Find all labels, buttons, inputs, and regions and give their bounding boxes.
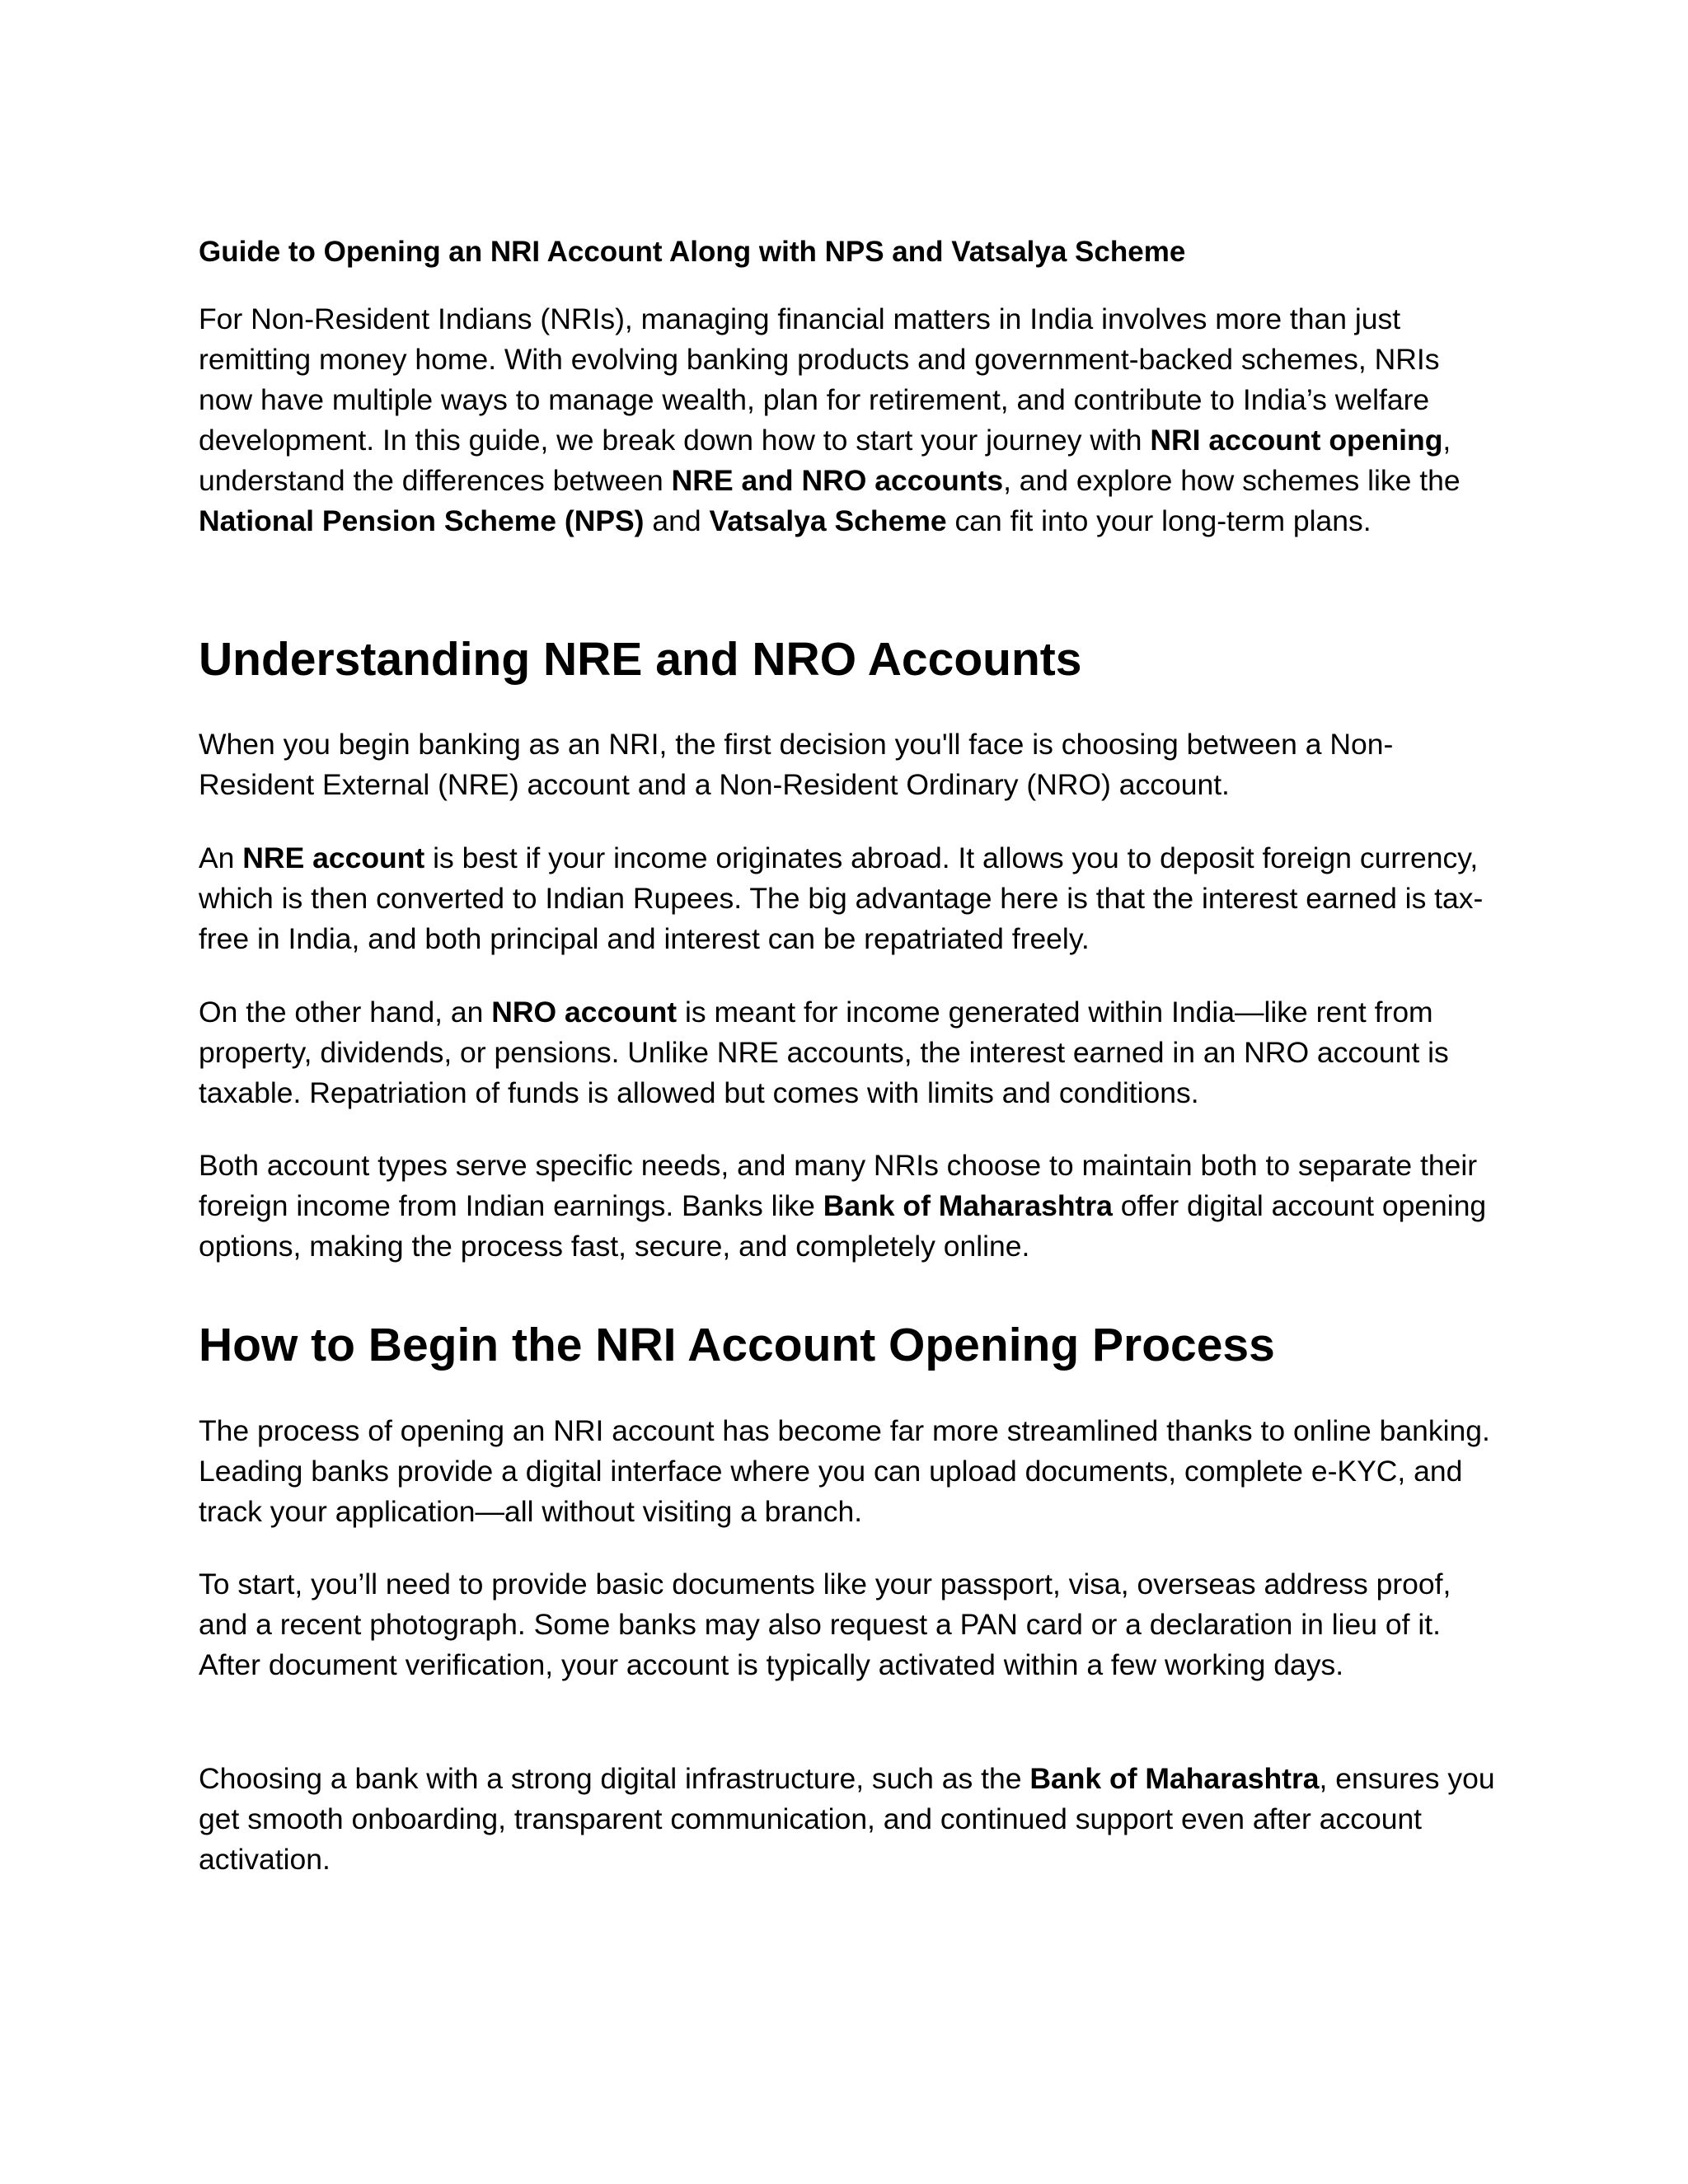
section1-p4-text-2: offer digital account opening options, making the process fast, secure, and completely online. bbox=[199, 1189, 1487, 1263]
section1-paragraph-1: When you begin banking as an NRI, the first decision you'll face is choosing between a Non-Resident External (NRE) account and a Non-Resident Ordinary (NRO) account. bbox=[199, 728, 1394, 801]
section2-p3-text-1: Choosing a bank with a strong digital infrastructure, such as the bbox=[199, 1762, 1030, 1795]
intro-bold-nre-nro-accounts: NRE and NRO accounts bbox=[671, 464, 1004, 497]
intro-text-5: can fit into your long-term plans. bbox=[946, 504, 1372, 537]
section1-p3-text-2: is meant for income generated within India—like rent from property, dividends, or pensions. Unlike NRE accounts, the interest earned in an NRO account is taxable. Repatriation of funds is allowed but comes with limits and conditions. bbox=[199, 996, 1449, 1109]
section-heading-nre-nro: Understanding NRE and NRO Accounts bbox=[199, 633, 1082, 686]
intro-bold-nri-account-opening: NRI account opening bbox=[1150, 424, 1443, 457]
section1-p2-bold-nre-account: NRE account bbox=[242, 841, 425, 874]
document-title: Guide to Opening an NRI Account Along with NPS and Vatsalya Scheme bbox=[199, 236, 1186, 268]
intro-text-3: , and explore how schemes like the bbox=[1003, 464, 1461, 497]
intro-text-1: For Non-Resident Indians (NRIs), managing financial matters in India involves more than just remitting money home. With evolving banking products and government-backed schemes, NRIs now have multiple ways to manage wealth, plan for retirement, and contribute to India’s welfare development. In this guide, we break down how to start your journey with bbox=[199, 302, 1440, 457]
section2-p3-text-2: , ensures you get smooth onboarding, transparent communication, and continued support even after account activation. bbox=[199, 1762, 1495, 1876]
section1-p3-text-1: On the other hand, an bbox=[199, 996, 492, 1029]
intro-bold-nps: National Pension Scheme (NPS) bbox=[199, 504, 645, 537]
section1-p2-text-2: is best if your income originates abroad. It allows you to deposit foreign currency, which is then converted to Indian Rupees. The big advantage here is that the interest earned is tax-free in India, and both principal and interest can be repatriated freely. bbox=[199, 841, 1484, 955]
section1-p4-text-1: Both account types serve specific needs, and many NRIs choose to maintain both to separate their foreign income from Indian earnings. Banks like bbox=[199, 1149, 1478, 1222]
section1-paragraph-3 bbox=[199, 992, 1501, 1113]
section2-paragraph-3 bbox=[199, 1759, 1501, 1880]
section-heading-nri-account-opening: How to Begin the NRI Account Opening Process bbox=[199, 1319, 1275, 1371]
intro-text-4: and bbox=[644, 504, 710, 537]
section2-paragraph-2: To start, you’ll need to provide basic documents like your passport, visa, overseas address proof, and a recent photograph. Some banks may also request a PAN card or a declaration in lieu of it. After document verification, your account is typically activated within a few working days. bbox=[199, 1568, 1451, 1681]
intro-paragraph bbox=[199, 299, 1501, 541]
section1-p3-bold-nro-account: NRO account bbox=[491, 996, 678, 1029]
section1-p2-text-1: An bbox=[199, 841, 243, 874]
intro-text-2: , understand the differences between bbox=[199, 424, 1451, 497]
section1-p4-bold-bank-of-maharashtra: Bank of Maharashtra bbox=[823, 1189, 1113, 1222]
section1-paragraph-4 bbox=[199, 1146, 1501, 1267]
section2-paragraph-1: The process of opening an NRI account has become far more streamlined thanks to online banking. Leading banks provide a digital interface where you can upload documents, complete e-KYC, and track your application—all without visiting a branch. bbox=[199, 1414, 1490, 1528]
section2-p3-bold-bank-of-maharashtra: Bank of Maharashtra bbox=[1029, 1762, 1320, 1795]
section1-paragraph-2 bbox=[199, 838, 1501, 959]
intro-bold-vatsalya-scheme: Vatsalya Scheme bbox=[709, 504, 947, 537]
